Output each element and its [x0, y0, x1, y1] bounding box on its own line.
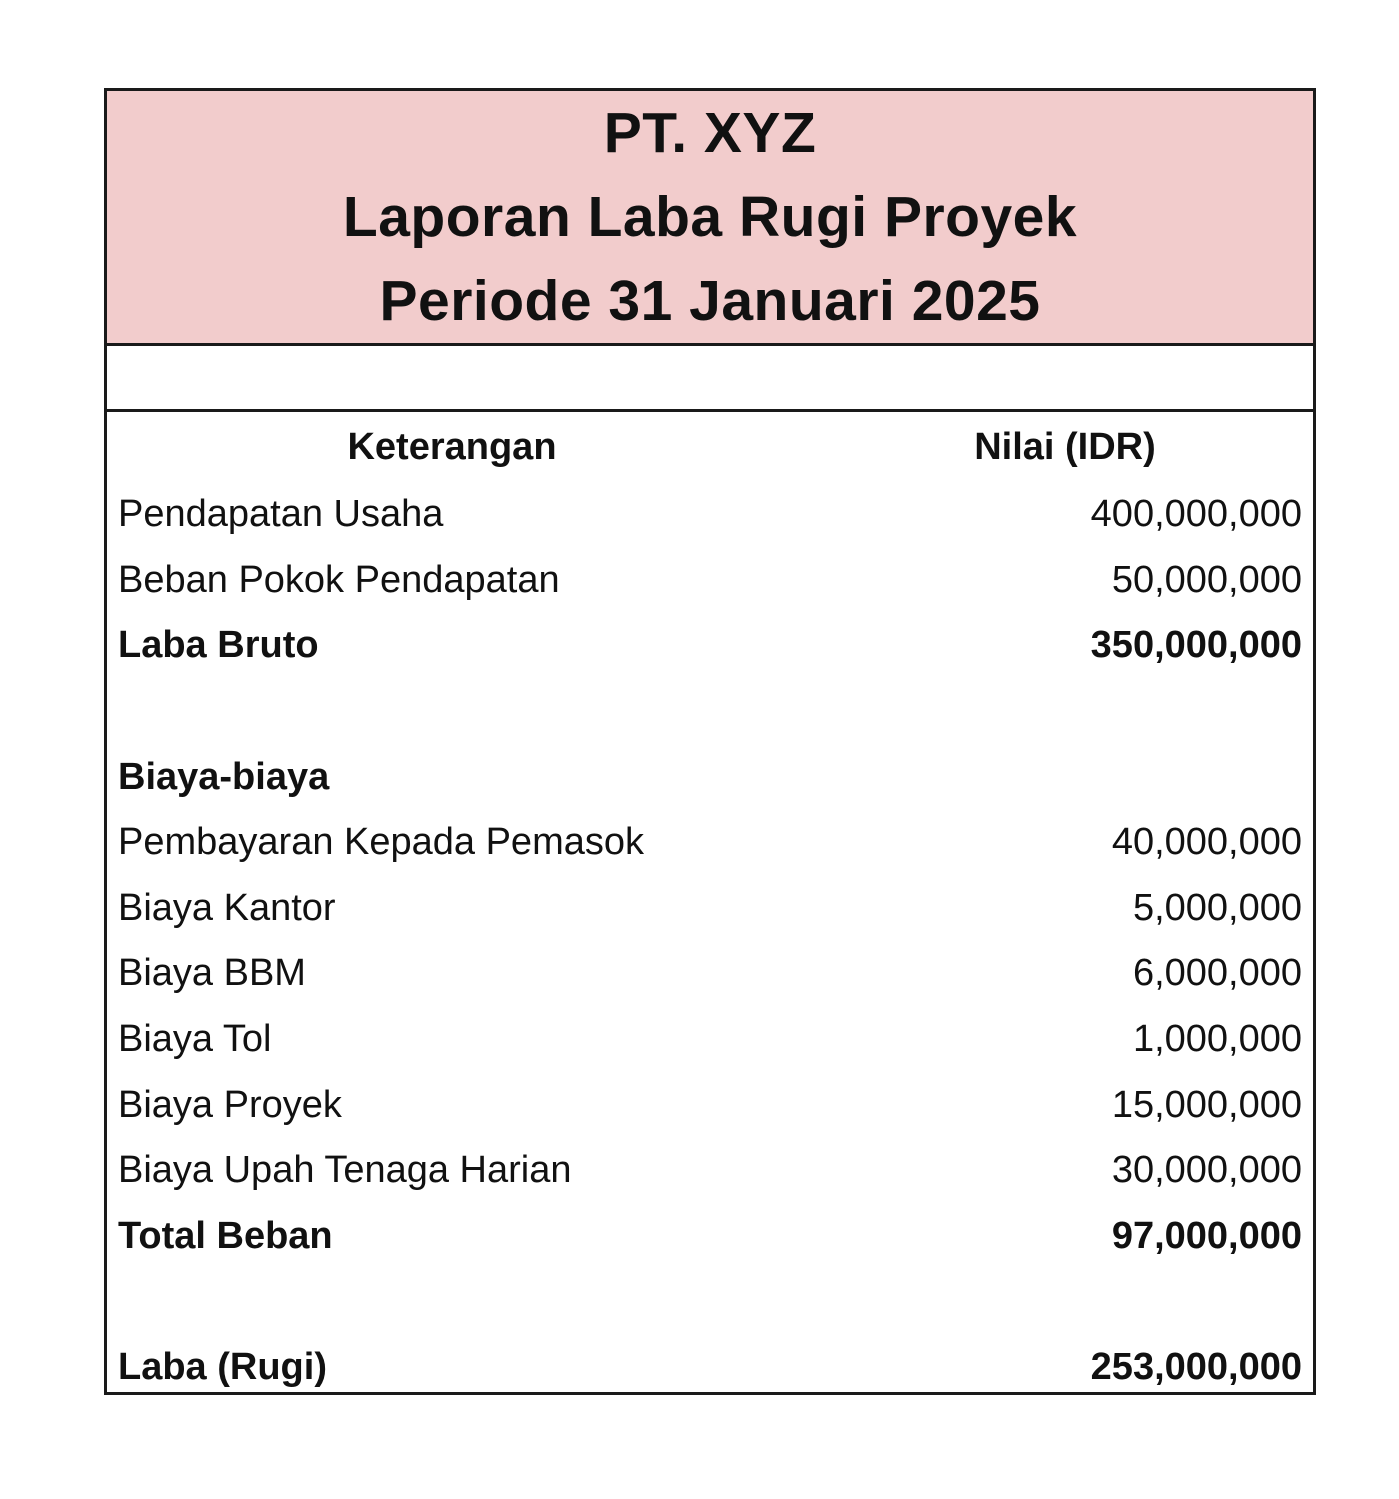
column-header-value: Nilai (IDR)	[974, 425, 1156, 468]
table-row	[107, 1335, 1313, 1401]
table-row	[107, 548, 1313, 614]
row-value: 15,000,000	[1111, 1083, 1302, 1126]
row-value: 40,000,000	[1111, 821, 1302, 864]
row-value: 5,000,000	[1132, 886, 1302, 929]
row-label: Biaya Upah Tenaga Harian	[118, 1149, 572, 1192]
row-value: 350,000,000	[1090, 624, 1302, 667]
table-row	[107, 941, 1313, 1007]
row-value: 1,000,000	[1132, 1018, 1302, 1061]
row-label: Laba (Rugi)	[118, 1346, 327, 1389]
report-table	[107, 412, 1313, 1400]
company-name: PT. XYZ	[603, 101, 817, 165]
row-label: Biaya Proyek	[118, 1083, 342, 1126]
table-row	[107, 1269, 1313, 1335]
row-label: Total Beban	[118, 1214, 333, 1257]
row-value: 50,000,000	[1111, 558, 1302, 601]
row-value: 400,000,000	[1090, 493, 1302, 536]
report-title: Laporan Laba Rugi Proyek	[342, 185, 1078, 249]
table-row	[107, 1138, 1313, 1204]
row-value: 30,000,000	[1111, 1149, 1302, 1192]
table-row	[107, 482, 1313, 548]
table-row	[107, 876, 1313, 942]
report-header	[107, 91, 1313, 346]
blank-row	[107, 346, 1313, 412]
row-label: Biaya BBM	[118, 952, 306, 995]
income-statement-report	[104, 88, 1316, 1395]
table-row	[107, 1204, 1313, 1270]
row-label: Pembayaran Kepada Pemasok	[118, 821, 644, 864]
table-row	[107, 613, 1313, 679]
row-value: 6,000,000	[1132, 952, 1302, 995]
row-value: 97,000,000	[1111, 1214, 1302, 1257]
column-header-description: Keterangan	[347, 425, 557, 468]
table-row	[107, 1072, 1313, 1138]
row-value: 253,000,000	[1090, 1346, 1302, 1389]
table-row	[107, 744, 1313, 810]
row-label: Biaya-biaya	[118, 755, 330, 798]
row-label: Pendapatan Usaha	[118, 493, 444, 536]
table-row	[107, 810, 1313, 876]
row-label: Biaya Tol	[118, 1018, 272, 1061]
table-row	[107, 1007, 1313, 1073]
table-row	[107, 679, 1313, 745]
report-period: Periode 31 Januari 2025	[379, 269, 1041, 333]
row-label: Biaya Kantor	[118, 886, 336, 929]
column-header-row	[107, 412, 1313, 482]
table-rows	[107, 482, 1313, 1400]
row-label: Beban Pokok Pendapatan	[118, 558, 560, 601]
row-label: Laba Bruto	[118, 624, 319, 667]
